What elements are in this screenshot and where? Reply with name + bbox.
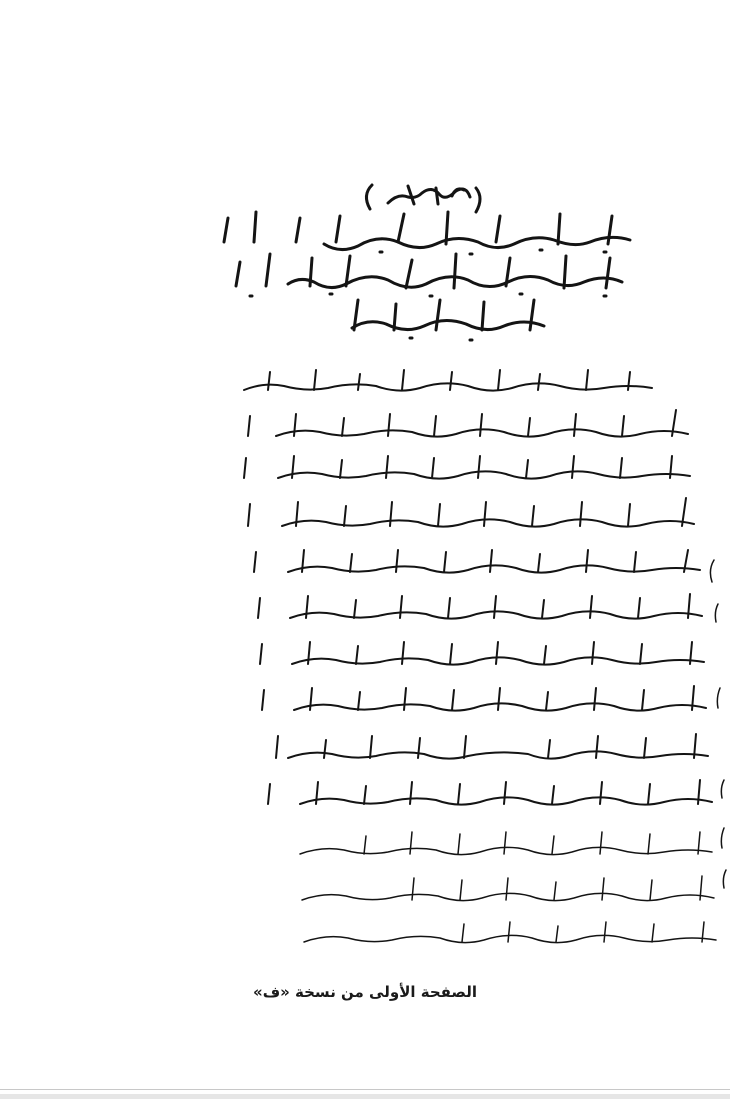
manuscript-title	[366, 185, 480, 212]
manuscript-basmala	[352, 300, 544, 340]
manuscript-body-line-7	[260, 642, 704, 665]
manuscript-body-line-4	[248, 498, 694, 527]
manuscript-body-line-2	[248, 410, 688, 437]
manuscript-body-line-10	[268, 780, 712, 805]
manuscript-body-line-13	[304, 922, 716, 943]
manuscript-margin-notes	[710, 560, 726, 888]
manuscript-heading-line-1	[224, 212, 630, 254]
page-bottom-rule	[0, 1089, 730, 1090]
manuscript-body-line-9	[276, 734, 708, 759]
manuscript-body-line-3	[244, 456, 690, 479]
manuscript-body-line-5	[254, 550, 700, 573]
manuscript-body-line-8	[262, 686, 706, 711]
manuscript-heading-line-2	[236, 254, 622, 296]
manuscript-body-line-6	[258, 594, 702, 619]
manuscript-body-line-1	[244, 370, 652, 391]
manuscript-body-text	[244, 370, 716, 943]
page-caption: الصفحة الأولى من نسخة «ف»	[253, 983, 477, 1001]
manuscript-body-line-12	[302, 876, 714, 901]
page-bottom-edge	[0, 1094, 730, 1099]
manuscript-body-line-11	[300, 832, 712, 855]
